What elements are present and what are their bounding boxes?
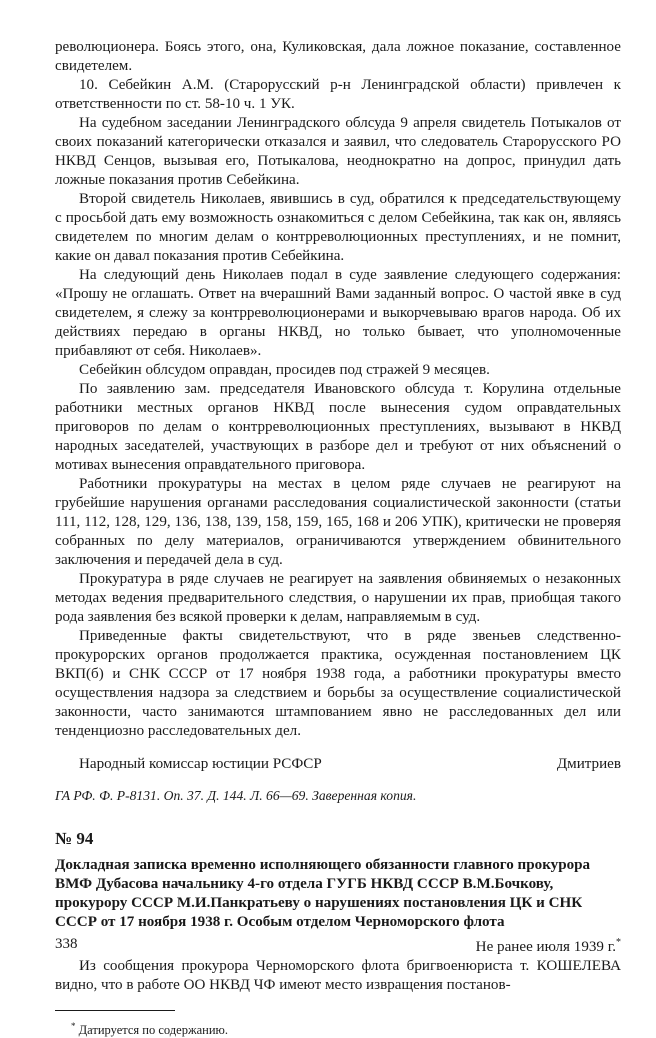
body-paragraph: Второй свидетель Николаев, явившись в суд, обратился к председательствующему с просьбой дать ему возможность ознакомиться с делом Себейкина, так как он, являясь свидетелем по многим делам о контрреволюционных преступлениях, и не помнит, какие он давал показания против Себейкина.	[55, 191, 621, 264]
body-text	[55, 38, 621, 741]
document-first-paragraph: Из сообщения прокурора Черноморского флота бригвоенюриста т. КОШЕЛЕВА видно, что в работе ОО НКВД ЧФ имеют место извращения постанов-	[55, 958, 621, 994]
footnote	[55, 1018, 621, 1038]
page-content	[55, 38, 621, 1038]
signature-name: Дмитриев	[556, 756, 621, 772]
body-paragraph: На следующий день Николаев подал в суде заявление следующего содержания: «Прошу не оглашать. Ответ на вчерашний Вами заданный вопрос. О частой явке в суд свидетелем, я слежу за контрреволюционерами и выкорчевываю врагов народа. Об их действиях передаю в органы НКВД, но только бывает, что уполномоченные прибавляют от себя. Николаев».	[55, 267, 621, 359]
document-date-text: Не ранее июля 1939 г.	[475, 939, 616, 956]
signature-line	[55, 755, 621, 774]
document-title: Докладная записка временно исполняющего обязанности главного прокурора ВМФ Дубасова начальнику 4-го отдела ГУГБ НКВД СССР В.М.Бочкову, прокурору СССР М.И.Панкратьеву о нарушениях постановления ЦК и СНК СССР от 17 ноября 1938 г. Особым отделом Черноморского флота	[55, 857, 591, 930]
body-paragraph: Приведенные факты свидетельствуют, что в ряде звеньев следственно-прокурорских органов продолжается практика, осужденная постановлением ЦК ВКП(б) и СНК СССР от 17 ноября 1938 года, а работники прокуратуры вместо осуществления надзора за следствием и борьбы за осуществление социалистической законности, часто занимаются штампованием явно не расследованных дел или тенденциозно расследовательных дел.	[55, 628, 621, 739]
document-date	[55, 933, 621, 957]
body-paragraph: революционера. Боясь этого, она, Куликовская, дала ложное показание, составленное свидетелем.	[55, 39, 621, 74]
archival-source: ГА РФ. Ф. Р-8131. Оп. 37. Д. 144. Л. 66—69. Заверенная копия.	[55, 788, 417, 803]
body-paragraph: На судебном заседании Ленинградского облсуда 9 апреля свидетель Потыкалов от своих показаний категорически отказался и заявил, что следователь Старорусского РО НКВД Сенцов, вызывая его, Потыкалова, неоднократно на допрос, принудил дать ложные показания против Себейкина.	[55, 115, 621, 188]
body-paragraph: Прокуратура в ряде случаев не реагирует на заявления обвиняемых о незаконных методах ведения предварительного следствия, о нарушении их прав, приобщая такого рода заявления без всякой проверки к делам, направляемым в суд.	[55, 571, 621, 625]
date-footnote-marker: *	[616, 937, 621, 948]
footnote-rule	[55, 1010, 175, 1011]
body-paragraph: Работники прокуратуры на местах в целом ряде случаев не реагируют на грубейшие нарушения органами расследования социалистической законности (статьи 111, 112, 128, 129, 136, 138, 139, 158, 159, 165, 168 и 206 УПК), критически не проверяя собранных по делу материалов, ограничиваются утверждением обвинительного заключения и передачей дела в суд.	[55, 476, 621, 568]
body-paragraph: Себейкин облсудом оправдан, просидев под стражей 9 месяцев.	[79, 362, 490, 378]
footnote-marker: *	[71, 1021, 76, 1032]
body-paragraph: 10. Себейкин А.М. (Старорусский р-н Ленинградской области) привлечен к ответственности по ст. 58-10 ч. 1 УК.	[55, 77, 621, 112]
page-number: 338	[55, 936, 78, 952]
document-number: № 94	[55, 829, 94, 848]
body-paragraph: По заявлению зам. председателя Ивановского облсуда т. Корулина отдельные работники местных органов НКВД после вынесения судом оправдательных приговоров по делам о контрреволюционных преступлениях, вызывают в НКВД народных заседателей, участвующих в разборе дел и требуют от них объяснений о мотивах вынесения оправдательного приговора.	[55, 381, 621, 473]
signature-position: Народный комиссар юстиции РСФСР	[79, 756, 322, 772]
footnote-text: Датируется по содержанию.	[78, 1023, 228, 1038]
